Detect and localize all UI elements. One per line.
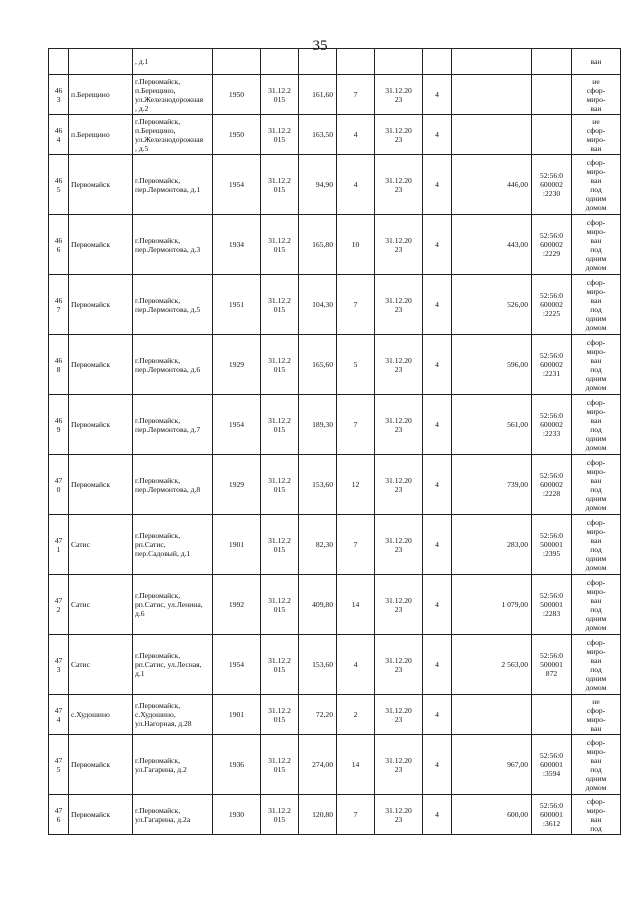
year-built-cell: 1901 bbox=[213, 515, 261, 575]
address-cell: г.Первомайск, пер.Лермонтова, д.5 bbox=[133, 275, 213, 335]
locality-cell: Сатис bbox=[69, 515, 133, 575]
inclusion-date-cell: 31.12.2 015 bbox=[261, 735, 299, 795]
stage-cell: 4 bbox=[423, 515, 452, 575]
table-row-continuation bbox=[49, 49, 621, 75]
address-cell: г.Первомайск, пер.Лермонтова, д.7 bbox=[133, 395, 213, 455]
year-built-cell: 1954 bbox=[213, 635, 261, 695]
stage-cell: 4 bbox=[423, 115, 452, 155]
year-built-cell: 1954 bbox=[213, 395, 261, 455]
table-row bbox=[49, 735, 621, 795]
cadastral-number-cell: 52:56:0 600002 :2228 bbox=[532, 455, 572, 515]
year-built-cell: 1950 bbox=[213, 115, 261, 155]
residents-cell: 4 bbox=[337, 635, 375, 695]
stage-cell: 4 bbox=[423, 215, 452, 275]
resettlement-date-cell: 31.12.20 23 bbox=[375, 695, 423, 735]
residents-cell: 12 bbox=[337, 455, 375, 515]
residents-cell: 5 bbox=[337, 335, 375, 395]
resettlement-date-cell: 31.12.20 23 bbox=[375, 115, 423, 155]
row-number-cell: 46 6 bbox=[49, 215, 69, 275]
inclusion-date-cell: 31.12.2 015 bbox=[261, 635, 299, 695]
land-status-cell: сфор- миро- ван под одним домом bbox=[572, 155, 621, 215]
address-cell: г.Первомайск, пер.Лермонтова, д.1 bbox=[133, 155, 213, 215]
area-cell: 72,20 bbox=[299, 695, 337, 735]
cost-cell: 739,00 bbox=[452, 455, 532, 515]
area-cell: 120,80 bbox=[299, 795, 337, 835]
inclusion-date-cell: 31.12.2 015 bbox=[261, 515, 299, 575]
cost-cell: 443,00 bbox=[452, 215, 532, 275]
address-cell: г.Первомайск, рп.Сатис, ул.Ленина, д.6 bbox=[133, 575, 213, 635]
year-built-cell: 1901 bbox=[213, 695, 261, 735]
page-number: 35 bbox=[312, 38, 328, 54]
residents-cell: 10 bbox=[337, 215, 375, 275]
cost-cell: 526,00 bbox=[452, 275, 532, 335]
row-number-cell: 47 6 bbox=[49, 795, 69, 835]
cadastral-number-cell: 52:56:0 600001 :3612 bbox=[532, 795, 572, 835]
inclusion-date-cell: 31.12.2 015 bbox=[261, 115, 299, 155]
locality-cell: Первомайск bbox=[69, 795, 133, 835]
row-number-cell: 47 3 bbox=[49, 635, 69, 695]
cost-cell: 2 563,00 bbox=[452, 635, 532, 695]
residents-cell: 7 bbox=[337, 515, 375, 575]
address-cell: , д.1 bbox=[133, 49, 213, 75]
cost-cell bbox=[452, 695, 532, 735]
locality-cell: Первомайск bbox=[69, 275, 133, 335]
locality-cell: Первомайск bbox=[69, 155, 133, 215]
inclusion-date-cell: 31.12.2 015 bbox=[261, 275, 299, 335]
area-cell: 153,60 bbox=[299, 635, 337, 695]
year-built-cell: 1929 bbox=[213, 335, 261, 395]
address-cell: г.Первомайск, п.Берещино, ул.Железнодорожная , д.2 bbox=[133, 75, 213, 115]
cost-cell bbox=[452, 115, 532, 155]
residents-cell: 2 bbox=[337, 695, 375, 735]
year-built-cell: 1950 bbox=[213, 75, 261, 115]
stage-cell: 4 bbox=[423, 735, 452, 795]
year-built-cell: 1929 bbox=[213, 455, 261, 515]
cadastral-number-cell: 52:56:0 500001 :2395 bbox=[532, 515, 572, 575]
residents-cell: 7 bbox=[337, 275, 375, 335]
residents-cell: 7 bbox=[337, 75, 375, 115]
area-cell: 274,00 bbox=[299, 735, 337, 795]
locality-cell: с.Худошино bbox=[69, 695, 133, 735]
housing-registry-table bbox=[48, 48, 621, 835]
cadastral-number-cell bbox=[532, 695, 572, 735]
area-cell: 153,60 bbox=[299, 455, 337, 515]
locality-cell: Сатис bbox=[69, 575, 133, 635]
land-status-cell: сфор- миро- ван под одним домом bbox=[572, 215, 621, 275]
inclusion-date-cell: 31.12.2 015 bbox=[261, 455, 299, 515]
land-status-cell: сфор- миро- ван под одним домом bbox=[572, 575, 621, 635]
area-cell: 409,80 bbox=[299, 575, 337, 635]
resettlement-date-cell: 31.12.20 23 bbox=[375, 635, 423, 695]
row-number-cell: 46 7 bbox=[49, 275, 69, 335]
land-status-cell: сфор- миро- ван под одним домом bbox=[572, 395, 621, 455]
resettlement-date-cell: 31.12.20 23 bbox=[375, 155, 423, 215]
row-number-cell: 46 8 bbox=[49, 335, 69, 395]
residents-cell: 7 bbox=[337, 395, 375, 455]
cost-cell: 446,00 bbox=[452, 155, 532, 215]
status-cell: ван bbox=[572, 49, 621, 75]
residents-cell: 7 bbox=[337, 795, 375, 835]
stage-cell: 4 bbox=[423, 395, 452, 455]
cost-cell: 561,00 bbox=[452, 395, 532, 455]
stage-cell: 4 bbox=[423, 275, 452, 335]
table-row bbox=[49, 795, 621, 835]
cadastral-number-cell: 52:56:0 600002 :2225 bbox=[532, 275, 572, 335]
inclusion-date-cell: 31.12.2 015 bbox=[261, 335, 299, 395]
year-built-cell: 1951 bbox=[213, 275, 261, 335]
row-number-cell: 47 0 bbox=[49, 455, 69, 515]
row-number-cell: 46 4 bbox=[49, 115, 69, 155]
land-status-cell: не сфор- миро- ван bbox=[572, 115, 621, 155]
land-status-cell: не сфор- миро- ван bbox=[572, 695, 621, 735]
year-built-cell: 1934 bbox=[213, 215, 261, 275]
year-built-cell: 1954 bbox=[213, 155, 261, 215]
resettlement-date-cell: 31.12.20 23 bbox=[375, 215, 423, 275]
stage-cell: 4 bbox=[423, 575, 452, 635]
area-cell: 82,30 bbox=[299, 515, 337, 575]
land-status-cell: сфор- миро- ван под одним домом bbox=[572, 275, 621, 335]
inclusion-date-cell: 31.12.2 015 bbox=[261, 155, 299, 215]
inclusion-date-cell: 31.12.2 015 bbox=[261, 575, 299, 635]
stage-cell: 4 bbox=[423, 635, 452, 695]
residents-cell: 4 bbox=[337, 115, 375, 155]
resettlement-date-cell: 31.12.20 23 bbox=[375, 395, 423, 455]
table-row bbox=[49, 635, 621, 695]
cadastral-number-cell: 52:56:0 600002 :2231 bbox=[532, 335, 572, 395]
resettlement-date-cell: 31.12.20 23 bbox=[375, 575, 423, 635]
address-cell: г.Первомайск, с.Худошино, ул.Нагорная, д.28 bbox=[133, 695, 213, 735]
year-built-cell: 1936 bbox=[213, 735, 261, 795]
row-number-cell: 46 9 bbox=[49, 395, 69, 455]
row-number-cell: 47 5 bbox=[49, 735, 69, 795]
area-cell: 189,30 bbox=[299, 395, 337, 455]
stage-cell: 4 bbox=[423, 335, 452, 395]
land-status-cell: сфор- миро- ван под одним домом bbox=[572, 735, 621, 795]
resettlement-date-cell: 31.12.20 23 bbox=[375, 795, 423, 835]
resettlement-date-cell: 31.12.20 23 bbox=[375, 335, 423, 395]
locality-cell: Первомайск bbox=[69, 455, 133, 515]
table-row bbox=[49, 335, 621, 395]
cost-cell: 283,00 bbox=[452, 515, 532, 575]
table-row bbox=[49, 115, 621, 155]
address-cell: г.Первомайск, рп.Сатис, пер.Садовый, д.1 bbox=[133, 515, 213, 575]
inclusion-date-cell: 31.12.2 015 bbox=[261, 215, 299, 275]
address-cell: г.Первомайск, пер.Лермонтова, д.6 bbox=[133, 335, 213, 395]
row-number-cell: 47 4 bbox=[49, 695, 69, 735]
address-cell: г.Первомайск, пер.Лермонтова, д.8 bbox=[133, 455, 213, 515]
cost-cell: 600,00 bbox=[452, 795, 532, 835]
address-cell: г.Первомайск, ул.Гагарина, д.2 bbox=[133, 735, 213, 795]
table-row bbox=[49, 575, 621, 635]
cadastral-number-cell: 52:56:0 600002 :2229 bbox=[532, 215, 572, 275]
residents-cell: 14 bbox=[337, 735, 375, 795]
land-status-cell: сфор- миро- ван под одним домом bbox=[572, 335, 621, 395]
stage-cell: 4 bbox=[423, 695, 452, 735]
row-number-cell: 46 5 bbox=[49, 155, 69, 215]
resettlement-date-cell: 31.12.20 23 bbox=[375, 515, 423, 575]
land-status-cell: сфор- миро- ван под одним домом bbox=[572, 515, 621, 575]
resettlement-date-cell: 31.12.20 23 bbox=[375, 75, 423, 115]
locality-cell: Первомайск bbox=[69, 335, 133, 395]
year-built-cell: 1930 bbox=[213, 795, 261, 835]
cost-cell: 1 079,00 bbox=[452, 575, 532, 635]
row-number-cell: 47 2 bbox=[49, 575, 69, 635]
land-status-cell: не сфор- миро- ван bbox=[572, 75, 621, 115]
locality-cell: п.Берещино bbox=[69, 75, 133, 115]
row-number-cell: 47 1 bbox=[49, 515, 69, 575]
locality-cell: п.Берещино bbox=[69, 115, 133, 155]
inclusion-date-cell: 31.12.2 015 bbox=[261, 75, 299, 115]
locality-cell: Первомайск bbox=[69, 395, 133, 455]
table-row bbox=[49, 215, 621, 275]
locality-cell: Сатис bbox=[69, 635, 133, 695]
table-row bbox=[49, 455, 621, 515]
cadastral-number-cell: 52:56:0 600002 :2233 bbox=[532, 395, 572, 455]
stage-cell: 4 bbox=[423, 455, 452, 515]
cadastral-number-cell: 52:56:0 600002 :2230 bbox=[532, 155, 572, 215]
land-status-cell: сфор- миро- ван под одним домом bbox=[572, 635, 621, 695]
table-row bbox=[49, 395, 621, 455]
inclusion-date-cell: 31.12.2 015 bbox=[261, 695, 299, 735]
stage-cell: 4 bbox=[423, 75, 452, 115]
table-row bbox=[49, 155, 621, 215]
residents-cell: 4 bbox=[337, 155, 375, 215]
cost-cell bbox=[452, 75, 532, 115]
row-number-cell: 46 3 bbox=[49, 75, 69, 115]
area-cell: 94,90 bbox=[299, 155, 337, 215]
resettlement-date-cell: 31.12.20 23 bbox=[375, 455, 423, 515]
residents-cell: 14 bbox=[337, 575, 375, 635]
table-body bbox=[49, 49, 621, 835]
cadastral-number-cell bbox=[532, 75, 572, 115]
inclusion-date-cell: 31.12.2 015 bbox=[261, 795, 299, 835]
table-row bbox=[49, 515, 621, 575]
address-cell: г.Первомайск, пер.Лермонтова, д.3 bbox=[133, 215, 213, 275]
cost-cell: 967,00 bbox=[452, 735, 532, 795]
address-cell: г.Первомайск, п.Берещино, ул.Железнодорожная , д.5 bbox=[133, 115, 213, 155]
area-cell: 165,60 bbox=[299, 335, 337, 395]
cadastral-number-cell: 52:56:0 500001 :2283 bbox=[532, 575, 572, 635]
year-built-cell: 1992 bbox=[213, 575, 261, 635]
locality-cell: Первомайск bbox=[69, 215, 133, 275]
stage-cell: 4 bbox=[423, 795, 452, 835]
area-cell: 165,80 bbox=[299, 215, 337, 275]
resettlement-date-cell: 31.12.20 23 bbox=[375, 735, 423, 795]
land-status-cell: сфор- миро- ван под одним домом bbox=[572, 455, 621, 515]
stage-cell: 4 bbox=[423, 155, 452, 215]
address-cell: г.Первомайск, ул.Гагарина, д.2а bbox=[133, 795, 213, 835]
area-cell: 163,50 bbox=[299, 115, 337, 155]
inclusion-date-cell: 31.12.2 015 bbox=[261, 395, 299, 455]
cadastral-number-cell bbox=[532, 115, 572, 155]
cost-cell: 596,00 bbox=[452, 335, 532, 395]
area-cell: 104,30 bbox=[299, 275, 337, 335]
table-row bbox=[49, 695, 621, 735]
resettlement-date-cell: 31.12.20 23 bbox=[375, 275, 423, 335]
land-status-cell: сфор- миро- ван под bbox=[572, 795, 621, 835]
cadastral-number-cell: 52:56:0 600001 :3594 bbox=[532, 735, 572, 795]
locality-cell: Первомайск bbox=[69, 735, 133, 795]
table-row bbox=[49, 75, 621, 115]
address-cell: г.Первомайск, рп.Сатис, ул.Лесная, д.1 bbox=[133, 635, 213, 695]
cadastral-number-cell: 52:56:0 500001 872 bbox=[532, 635, 572, 695]
table-row bbox=[49, 275, 621, 335]
area-cell: 161,60 bbox=[299, 75, 337, 115]
